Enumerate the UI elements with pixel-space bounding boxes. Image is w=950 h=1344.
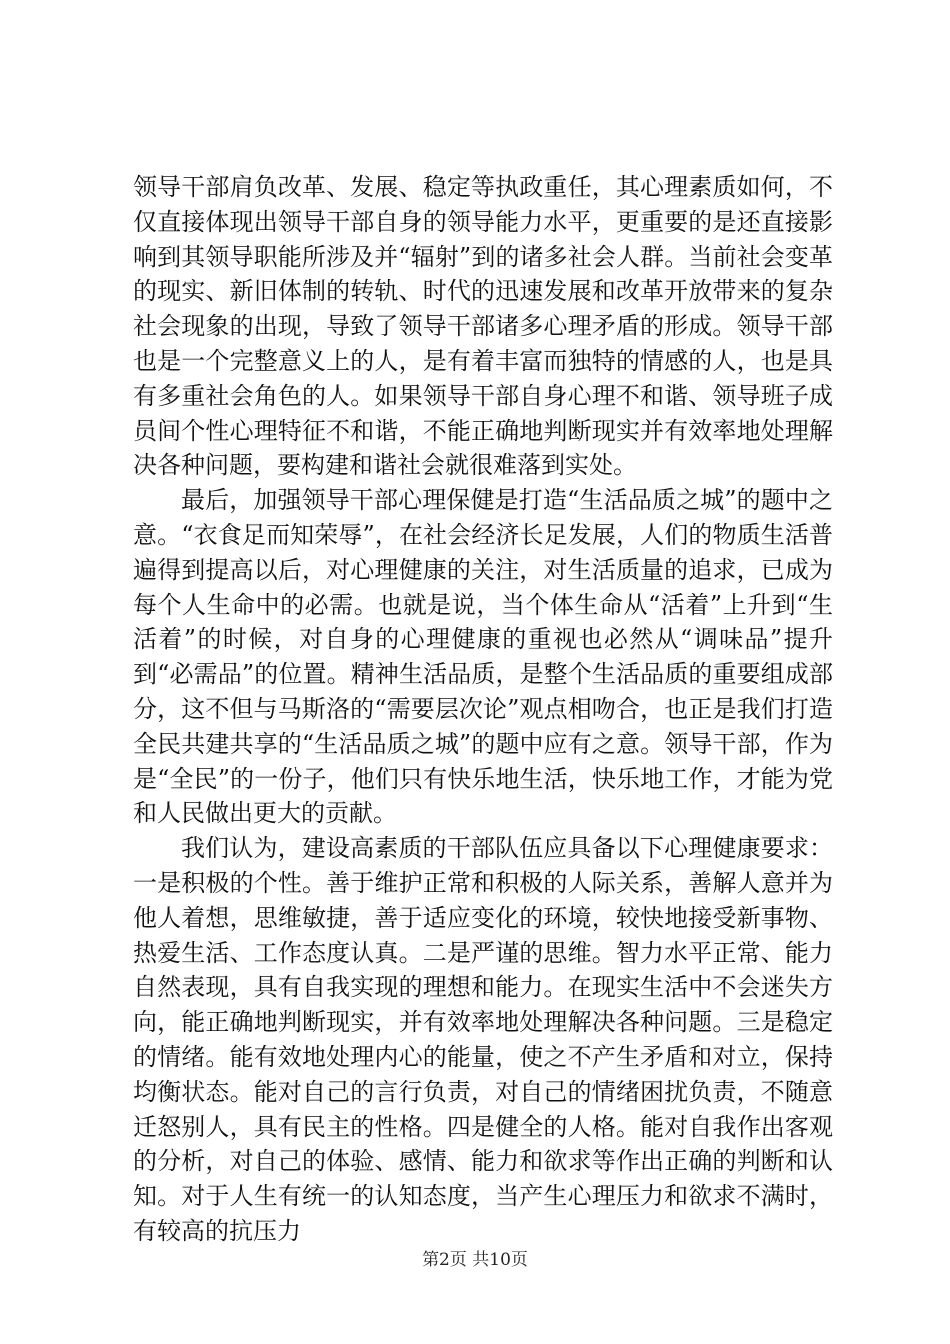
page-footer: 第2页 共10页 xyxy=(422,1250,528,1270)
document-body xyxy=(133,170,833,1249)
paragraph-mental-health-requirements: 我们认为，建设高素质的干部队伍应具备以下心理健康要求：一是积极的个性。善于维护正常和积极的人际关系，善解人意并为他人着想，思维敏捷，善于适应变化的环境，较快地接受新事物、热爱生活、工作态度认真。二是严谨的思维。智力水平正常、能力自然表现，具有自我实现的理想和能力。在现实生活中不会迷失方向，能正确地判断现实，并有效率地处理解决各种问题。三是稳定的情绪。能有效地处理内心的能量，使之不产生矛盾和对立，保持均衡状态。能对自己的言行负责，对自己的情绪困扰负责，不随意迁怒别人，具有民主的性格。四是健全的人格。能对自我作出客观的分析，对自己的体验、感情、能力和欲求等作出正确的判断和认知。对于人生有统一的认知态度，当产生心理压力和欲求不满时，有较高的抗压力 xyxy=(133,834,833,1245)
paragraph-continuation: 领导干部肩负改革、发展、稳定等执政重任，其心理素质如何，不仅直接体现出领导干部自身的领导能力水平，更重要的是还直接影响到其领导职能所涉及并“辐射”到的诸多社会人群。当前社会变革的现实、新旧体制的转轨、时代的迅速发展和改革开放带来的复杂社会现象的出现，导致了领导干部诸多心理矛盾的形成。领导干部也是一个完整意义上的人，是有着丰富而独特的情感的人，也是具有多重社会角色的人。如果领导干部自身心理不和谐、领导班子成员间个性心理特征不和谐，不能正确地判断现实并有效率地处理解决各种问题，要构建和谐社会就很难落到实处。 xyxy=(133,173,833,480)
paragraph-life-quality: 最后，加强领导干部心理保健是打造“生活品质之城”的题中之意。“衣食足而知荣辱”，在社会经济长足发展，人们的物质生活普遍得到提高以后，对心理健康的关注，对生活质量的追求，已成为每个人生命中的必需。也就是说，当个体生命从“活着”上升到“生活着”的时候，对自身的心理健康的重视也必然从“调味品”提升到“必需品”的位置。精神生活品质，是整个生活品质的重要组成部分，这不但与马斯洛的“需要层次论”观点相吻合，也正是我们打造全民共建共享的“生活品质之城”的题中应有之意。领导干部，作为是“全民”的一份子，他们只有快乐地生活，快乐地工作，才能为党和人民做出更大的贡献。 xyxy=(133,486,833,828)
